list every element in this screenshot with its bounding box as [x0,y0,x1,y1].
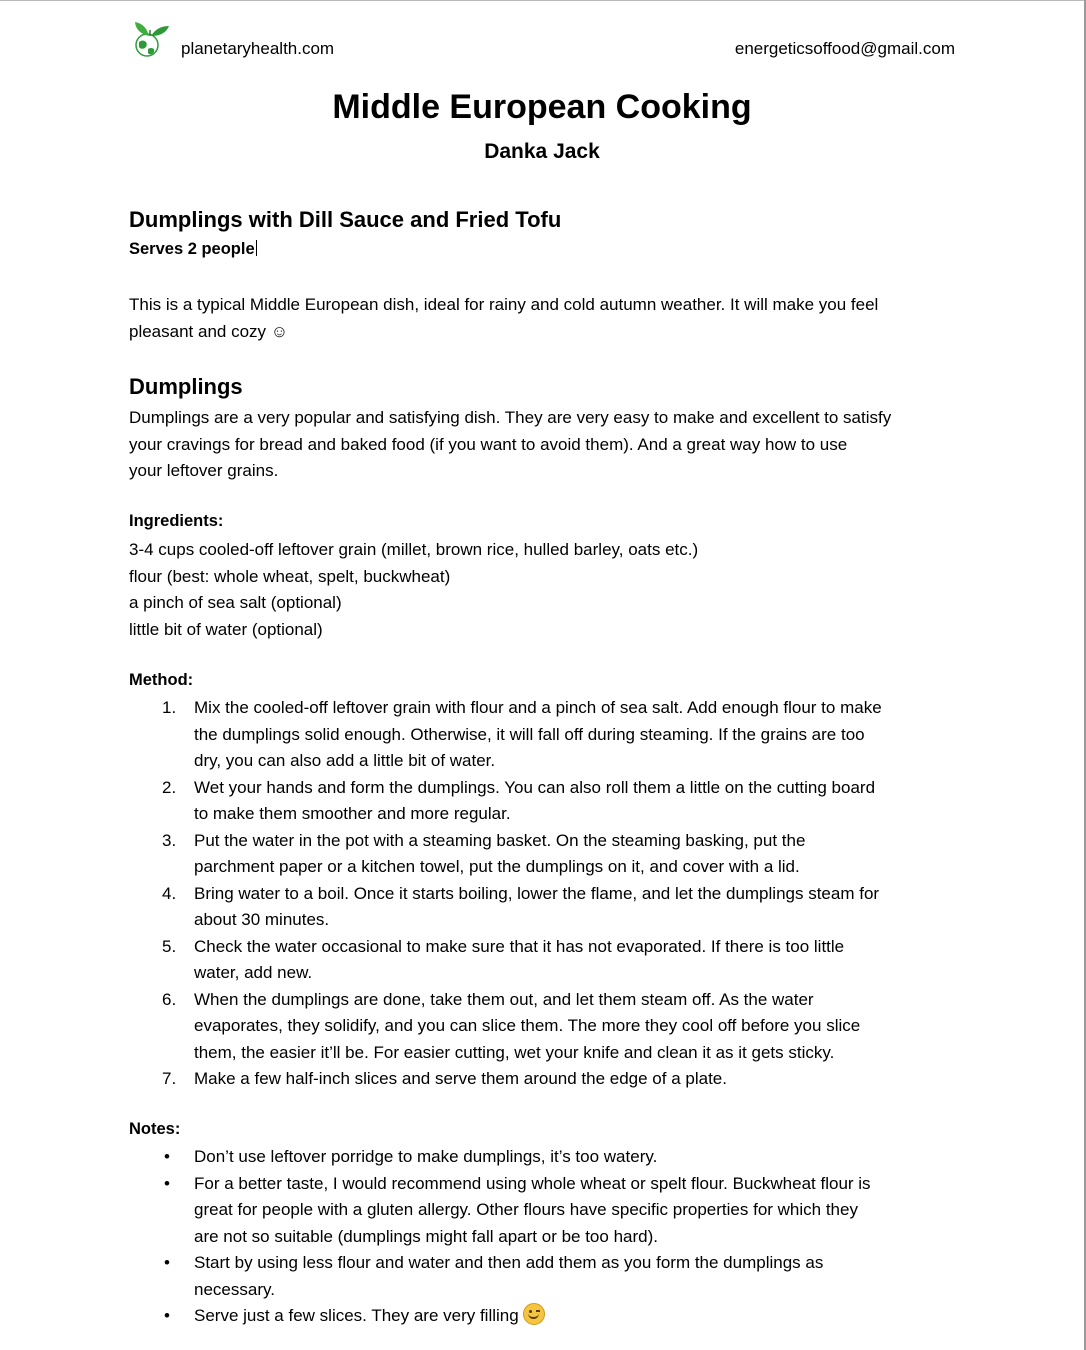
document-title: Middle European Cooking [332,88,752,126]
window-frame-top [0,0,1086,1]
note-line [194,1144,955,1171]
method-step [129,934,955,987]
note-text: Start by using less flour and water and then add them as you form the dumplings as [194,1253,824,1272]
note-line [194,1171,955,1198]
method-list [129,695,955,1093]
ingredient-item: 3-4 cups cooled-off leftover grain (millet, brown rice, hulled barley, oats etc.) [129,540,699,559]
note-item [129,1171,955,1251]
recipe-intro [129,292,955,345]
note-line [194,1224,955,1251]
method-step [129,881,955,934]
note-text: great for people with a gluten allergy. Other flours have specific properties for which they [194,1200,858,1219]
method-step [129,987,955,1067]
description-line: your leftover grains. [129,461,279,480]
step-number: 1. [162,698,177,717]
method-step [129,828,955,881]
step-number: 4. [162,883,177,903]
notes-list [129,1144,955,1330]
step-line: Put the water in the pot with a steaming basket. On the steaming basking, put the [194,830,806,850]
step-line: Bring water to a boil. Once it starts boiling, lower the flame, and let the dumplings steam for [194,883,880,903]
step-number: 6. [162,989,177,1009]
intro-line: This is a typical Middle European dish, ideal for rainy and cold autumn weather. It will make you feel [129,295,879,314]
step-line: dry, you can also add a little bit of water. [194,751,496,770]
step-line: Check the water occasional to make sure that it has not evaporated. If there is too little [194,936,845,956]
ingredient-item: a pinch of sea salt (optional) [129,593,342,612]
step-line: When the dumplings are done, take them out, and let them steam off. As the water [194,989,814,1009]
author-name: Danka Jack [484,140,600,163]
ingredient-item: flour (best: whole wheat, spelt, buckwheat) [129,566,451,586]
wink-emoji-icon [523,1303,545,1325]
note-text: Serve just a few slices. They are very filling [194,1306,519,1325]
step-line: about 30 minutes. [194,910,330,929]
step-number: 2. [162,777,177,797]
note-line [194,1277,955,1304]
step-number: 5. [162,936,177,956]
step-line: Make a few half-inch slices and serve them around the edge of a plate. [194,1069,727,1088]
method-step [129,695,955,775]
method-step [129,1066,955,1093]
description-line: your cravings for bread and baked food (if you want to avoid them). And a great way how to use [129,434,848,454]
note-text: necessary. [194,1279,275,1299]
earth-leaf-logo-icon [127,18,173,60]
note-line [194,1250,955,1277]
description-line: Dumplings are a very popular and satisfying dish. They are very easy to make and excellent to satisfy [129,408,892,427]
bullet-icon: • [164,1306,170,1325]
ingredients-label: Ingredients: [129,512,224,530]
serves-text: Serves 2 people [129,240,255,258]
intro-line: pleasant and cozy ☺ [129,321,289,341]
note-item [129,1144,955,1171]
bullet-icon: • [164,1173,170,1193]
recipe-title: Dumplings with Dill Sauce and Fried Tofu [129,207,562,232]
notes-label: Notes: [129,1120,181,1138]
site-name: planetaryhealth.com [181,39,335,58]
step-number: 7. [162,1069,177,1088]
step-line: parchment paper or a kitchen towel, put the dumplings on it, and cover with a lid. [194,857,800,876]
step-line: Wet your hands and form the dumplings. You can also roll them a little on the cutting board [194,777,876,797]
step-line: water, add new. [194,963,313,982]
text-cursor [256,240,257,256]
contact-email: energeticsoffood@gmail.com [734,39,955,58]
note-item [129,1303,955,1330]
step-number: 3. [162,830,177,850]
method-step [129,775,955,828]
method-label: Method: [129,671,194,689]
note-line [194,1303,955,1330]
step-line: the dumplings solid enough. Otherwise, it will fall off during steaming. If the grains are too [194,724,865,744]
bullet-icon: • [164,1253,170,1272]
note-line [194,1197,955,1224]
step-line: Mix the cooled-off leftover grain with flour and a pinch of sea salt. Add enough flour to make [194,698,882,717]
step-line: evaporates, they solidify, and you can slice them. The more they cool off before you slice [194,1016,861,1035]
dumplings-description [129,405,955,485]
note-text: are not so suitable (dumplings might fall apart or be too hard). [194,1226,658,1246]
ingredients-list [129,537,698,643]
step-line: to make them smoother and more regular. [194,804,511,823]
step-line: them, the easier it’ll be. For easier cutting, wet your knife and clean it as it gets sticky. [194,1042,835,1062]
note-text: Don’t use leftover porridge to make dumplings, it’s too watery. [194,1147,658,1166]
section-heading-dumplings: Dumplings [129,374,243,399]
note-text: For a better taste, I would recommend using whole wheat or spelt flour. Buckwheat flour is [194,1173,871,1193]
bullet-icon: • [164,1147,170,1166]
serves-line[interactable] [129,240,257,259]
note-item [129,1250,955,1303]
ingredient-item: little bit of water (optional) [129,619,323,639]
